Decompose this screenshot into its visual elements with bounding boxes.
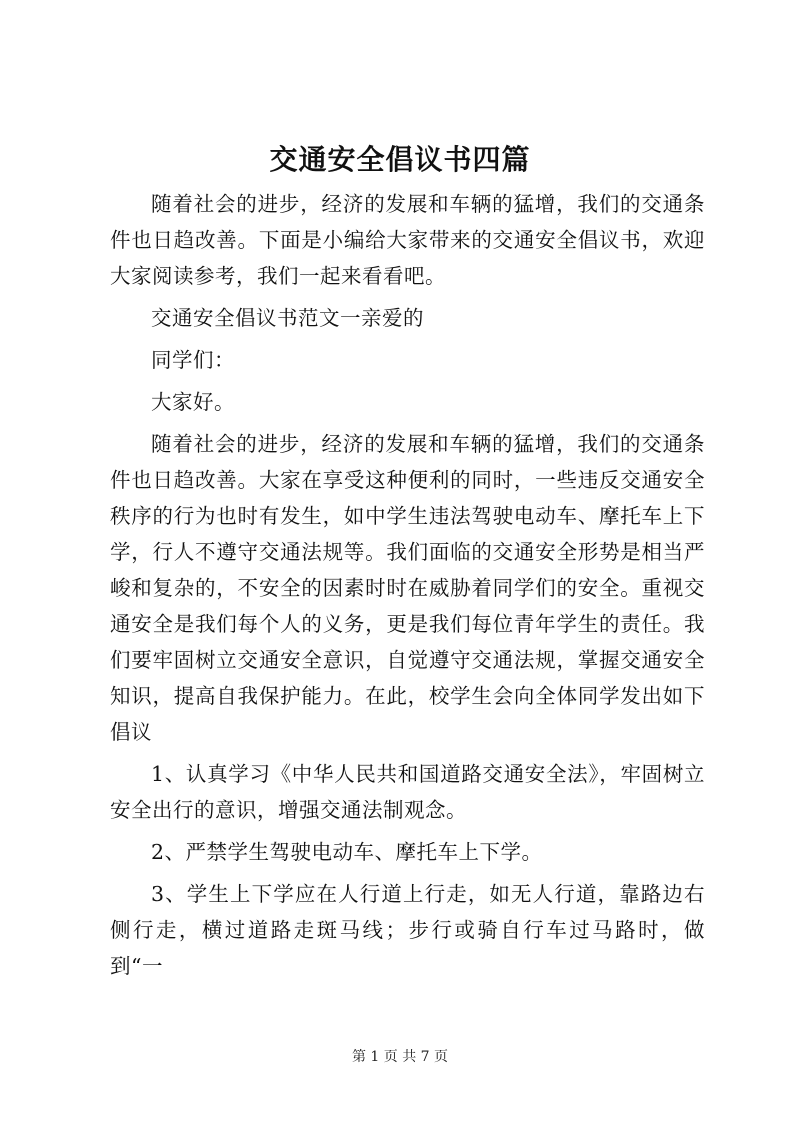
section-heading: 交通安全倡议书范文一亲爱的 (151, 306, 424, 330)
proposal-item-2: 2、严禁学生驾驶电动车、摩托车上下学。 (151, 840, 543, 864)
proposal-item-3: 3、学生上下学应在人行道上行走，如无人行道，靠路边右侧行走，横过道路走斑马线；步行或骑自行车过马路时，做到“一 (110, 882, 705, 978)
document-body (110, 186, 705, 984)
proposal-item-1: 1、认真学习《中华人民共和国道路交通安全法》，牢固树立安全出行的意识，增强交通法制观念。 (110, 762, 705, 822)
intro-paragraph: 随着社会的进步，经济的发展和车辆的猛增，我们的交通条件也日趋改善。下面是小编给大家带来的交通安全倡议书，欢迎大家阅读参考，我们一起来看看吧。 (110, 192, 705, 288)
body-paragraph: 随着社会的进步，经济的发展和车辆的猛增，我们的交通条件也日趋改善。大家在享受这种便利的同时，一些违反交通安全秩序的行为也时有发生，如中学生违法驾驶电动车、摩托车上下学，行人不遵守交通法规等。我们面临的交通安全形势是相当严峻和复杂的，不安全的因素时时在威胁着同学们的安全。重视交通安全是我们每个人的义务，更是我们每位青年学生的责任。我们要牢固树立交通安全意识，自觉遵守交通法规，掌握交通安全知识，提高自我保护能力。在此，校学生会向全体同学发出如下倡议 (110, 432, 705, 744)
document-title: 交通安全倡议书四篇 (269, 143, 531, 176)
greeting: 大家好。 (151, 390, 235, 414)
page-number-footer: 第 1 页 共 7 页 (351, 1049, 449, 1065)
salutation: 同学们： (151, 348, 235, 372)
